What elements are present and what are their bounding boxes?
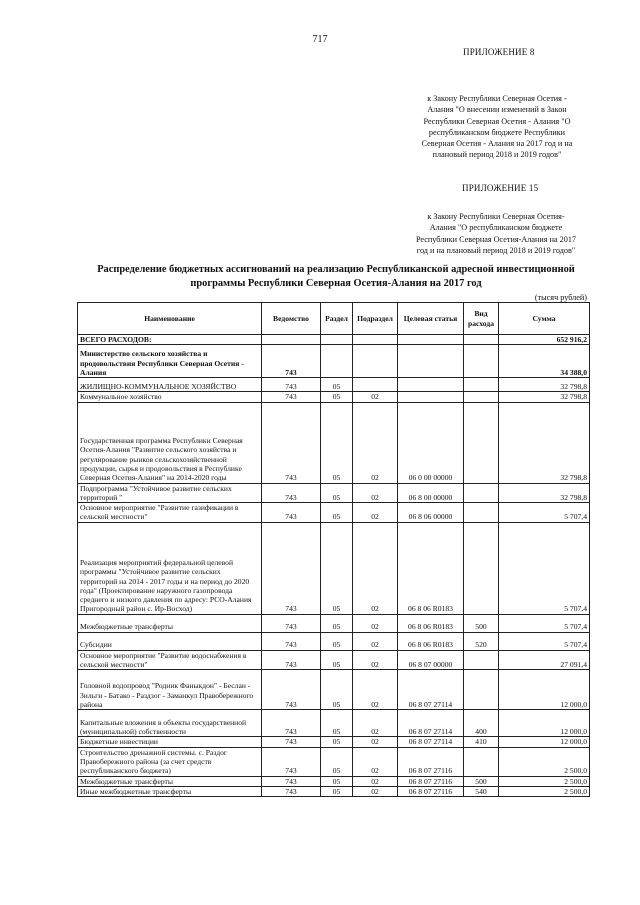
table-row xyxy=(78,402,590,483)
budget-table-body xyxy=(78,335,590,797)
cell-target: 06 8 06 R0183 xyxy=(398,522,464,614)
cell-target: 06 8 07 27116 xyxy=(398,786,464,796)
cell-section: 05 xyxy=(321,483,353,503)
table-row xyxy=(78,335,590,345)
column-header-dept: Ведомство xyxy=(262,303,321,335)
cell-amount: 12 000,0 xyxy=(499,710,590,737)
cell-target xyxy=(398,335,464,345)
cell-amount: 5 707,4 xyxy=(499,503,590,523)
table-row xyxy=(78,710,590,737)
page-number: 717 xyxy=(312,34,328,45)
cell-target: 06 8 07 27114 xyxy=(398,737,464,747)
cell-section: 05 xyxy=(321,737,353,747)
cell-section xyxy=(321,345,353,378)
cell-kind: 400 xyxy=(464,710,499,737)
cell-name: Подпрограмма "Устойчивое развитие сельских территорий " xyxy=(78,483,262,503)
cell-target: 06 8 00 00000 xyxy=(398,483,464,503)
cell-amount: 32 798,8 xyxy=(499,402,590,483)
cell-target: 06 8 07 27114 xyxy=(398,670,464,710)
appendix-8-line: Северная Осетия - Алания на 2017 год и на xyxy=(421,139,573,149)
table-row xyxy=(78,786,590,796)
cell-target xyxy=(398,392,464,402)
cell-name: Коммунальное хозяйство xyxy=(78,392,262,402)
appendix-8-title: ПРИЛОЖЕНИЕ 8 xyxy=(463,47,535,57)
column-header-target: Целевая статья xyxy=(398,303,464,335)
cell-subsection: 02 xyxy=(353,670,398,710)
cell-dept: 743 xyxy=(262,786,321,796)
table-row xyxy=(78,345,590,378)
cell-name: Иные межбюджетные трансферты xyxy=(78,786,262,796)
cell-kind xyxy=(464,392,499,402)
cell-amount: 32 798,8 xyxy=(499,392,590,402)
cell-section: 05 xyxy=(321,522,353,614)
cell-kind xyxy=(464,522,499,614)
table-row xyxy=(78,632,590,650)
cell-target: 06 0 00 00000 xyxy=(398,402,464,483)
cell-name: ЖИЛИЩНО-КОММУНАЛЬНОЕ ХОЗЯЙСТВО xyxy=(78,378,262,392)
cell-dept: 743 xyxy=(262,402,321,483)
cell-subsection: 02 xyxy=(353,776,398,786)
appendix-8-reference xyxy=(408,93,586,161)
cell-subsection: 02 xyxy=(353,402,398,483)
cell-name: Министерство сельского хозяйства и продовольствия Республики Северная Осетия - Алания xyxy=(78,345,262,378)
column-header-section: Раздел xyxy=(321,303,353,335)
budget-table xyxy=(77,302,590,797)
cell-subsection: 02 xyxy=(353,650,398,670)
appendix-15-line: год и на плановый период 2018 и 2019 годов" xyxy=(416,245,576,255)
cell-amount: 2 500,0 xyxy=(499,786,590,796)
table-row xyxy=(78,522,590,614)
column-header-name: Наименование xyxy=(78,303,262,335)
cell-amount: 27 091,4 xyxy=(499,650,590,670)
cell-amount: 32 798,8 xyxy=(499,378,590,392)
cell-subsection: 02 xyxy=(353,737,398,747)
cell-target: 06 8 07 00000 xyxy=(398,650,464,670)
cell-subsection: 02 xyxy=(353,747,398,776)
cell-dept: 743 xyxy=(262,392,321,402)
cell-kind: 410 xyxy=(464,737,499,747)
cell-kind xyxy=(464,402,499,483)
cell-kind xyxy=(464,747,499,776)
appendix-8-line: Республики Северная Осетия - Алания "О xyxy=(423,116,571,126)
cell-subsection: 02 xyxy=(353,632,398,650)
cell-section: 05 xyxy=(321,747,353,776)
cell-kind: 520 xyxy=(464,632,499,650)
table-row xyxy=(78,776,590,786)
cell-subsection: 02 xyxy=(353,614,398,632)
cell-subsection: 02 xyxy=(353,710,398,737)
cell-dept: 743 xyxy=(262,378,321,392)
appendix-8-line: плановый период 2018 и 2019 годов" xyxy=(432,150,562,160)
cell-subsection: 02 xyxy=(353,483,398,503)
cell-amount: 5 707,4 xyxy=(499,614,590,632)
cell-amount: 32 798,8 xyxy=(499,483,590,503)
cell-kind xyxy=(464,670,499,710)
cell-amount: 12 000,0 xyxy=(499,737,590,747)
cell-target: 06 8 07 27116 xyxy=(398,747,464,776)
cell-subsection: 02 xyxy=(353,503,398,523)
cell-kind: 500 xyxy=(464,614,499,632)
cell-section: 05 xyxy=(321,786,353,796)
cell-target: 06 8 07 27116 xyxy=(398,776,464,786)
cell-name: Основное мероприятие "Развитие водоснабжения в сельской местности" xyxy=(78,650,262,670)
cell-kind xyxy=(464,503,499,523)
table-header-row xyxy=(78,303,590,335)
cell-name: Субсидии xyxy=(78,632,262,650)
cell-name: Государственная программа Республики Северная Осетия-Алания "Развитие сельского хозяйства и регулирование рынков сельскохозяйственной продукции, сырья и продовольствия в Республике Северная Осетия-Алания" на 2014-2020 годы xyxy=(78,402,262,483)
cell-kind xyxy=(464,650,499,670)
document-title-line: программы Республики Северная Осетия-Алания на 2017 год xyxy=(190,277,482,289)
cell-subsection xyxy=(353,378,398,392)
cell-section xyxy=(321,335,353,345)
table-row xyxy=(78,503,590,523)
cell-amount: 5 707,4 xyxy=(499,632,590,650)
cell-dept: 743 xyxy=(262,503,321,523)
cell-name: Межбюджетные трансферты xyxy=(78,776,262,786)
cell-dept: 743 xyxy=(262,737,321,747)
cell-name: Основное мероприятие "Развитие газификации в сельской местности" xyxy=(78,503,262,523)
appendix-8-line: республиканском бюджете Республики xyxy=(428,127,566,137)
cell-target: 06 8 06 R0183 xyxy=(398,614,464,632)
cell-dept: 743 xyxy=(262,776,321,786)
units-note: (тысяч рублей) xyxy=(534,293,587,302)
cell-kind xyxy=(464,345,499,378)
cell-section: 05 xyxy=(321,670,353,710)
cell-amount: 2 500,0 xyxy=(499,776,590,786)
column-header-kind: Вид расхода xyxy=(464,303,499,335)
cell-kind: 500 xyxy=(464,776,499,786)
cell-target xyxy=(398,378,464,392)
appendix-15-line: к Закону Республики Северная Осетия- xyxy=(427,212,565,221)
appendix-8-line: к Закону Республики Северная Осетия - xyxy=(427,94,567,103)
cell-section: 05 xyxy=(321,710,353,737)
cell-target: 06 8 06 R0183 xyxy=(398,632,464,650)
cell-name: Строительство дренажной системы. с. Раздог Правобережного района (за счет средств республиканского бюджета) xyxy=(78,747,262,776)
cell-name: Капитальные вложения в объекты государственной (муниципальной) собственности xyxy=(78,710,262,737)
cell-amount: 34 388,0 xyxy=(499,345,590,378)
cell-dept: 743 xyxy=(262,747,321,776)
cell-amount: 2 500,0 xyxy=(499,747,590,776)
cell-amount: 12 000,0 xyxy=(499,670,590,710)
cell-kind: 540 xyxy=(464,786,499,796)
cell-target xyxy=(398,345,464,378)
cell-kind xyxy=(464,378,499,392)
cell-subsection: 02 xyxy=(353,522,398,614)
document-title xyxy=(74,263,598,290)
table-row xyxy=(78,670,590,710)
table-row xyxy=(78,650,590,670)
cell-section: 05 xyxy=(321,378,353,392)
cell-section: 05 xyxy=(321,402,353,483)
appendix-15-title: ПРИЛОЖЕНИЕ 15 xyxy=(462,183,539,193)
cell-target: 06 8 07 27114 xyxy=(398,710,464,737)
cell-dept: 743 xyxy=(262,670,321,710)
cell-subsection xyxy=(353,335,398,345)
cell-name: Бюджетные инвестиции xyxy=(78,737,262,747)
cell-subsection: 02 xyxy=(353,392,398,402)
cell-name: Межбюджетные трансферты xyxy=(78,614,262,632)
column-header-subsection: Подраздел xyxy=(353,303,398,335)
cell-dept xyxy=(262,335,321,345)
cell-amount: 652 916,2 xyxy=(499,335,590,345)
document-title-line: Распределение бюджетных ассигнований на реализацию Республиканской адресной инвестиционной xyxy=(97,264,575,275)
cell-subsection: 02 xyxy=(353,786,398,796)
appendix-15-line: Республики Северная Осетия-Алания на 2017 xyxy=(415,234,577,244)
cell-section: 05 xyxy=(321,776,353,786)
cell-amount: 5 707,4 xyxy=(499,522,590,614)
table-row xyxy=(78,392,590,402)
cell-dept: 743 xyxy=(262,614,321,632)
cell-section: 05 xyxy=(321,614,353,632)
appendix-8-line: Алания "О внесении изменений в Закон xyxy=(427,105,567,115)
appendix-15-reference xyxy=(405,211,587,256)
appendix-15-line: Алания "О республиканском бюджете xyxy=(429,223,563,233)
cell-subsection xyxy=(353,345,398,378)
cell-kind xyxy=(464,483,499,503)
cell-section: 05 xyxy=(321,392,353,402)
cell-section: 05 xyxy=(321,503,353,523)
cell-dept: 743 xyxy=(262,483,321,503)
cell-name: Реализация мероприятий федеральной целевой программы "Устойчивое развитие сельских территорий на 2014 - 2017 годы и на период до 2020 года" (Проектирование наружного газопровода среднего и низкого давления по адресу: РСО-Алания Пригородный район с. Ир-Восход) xyxy=(78,522,262,614)
cell-name: Головной водопровод "Родник Фаныкдон" - Беслан - Зильги - Батако - Раздзог - Заманкул Правобережного района xyxy=(78,670,262,710)
cell-name: ВСЕГО РАСХОДОВ: xyxy=(78,335,262,345)
cell-dept: 743 xyxy=(262,522,321,614)
cell-dept: 743 xyxy=(262,632,321,650)
table-row xyxy=(78,378,590,392)
cell-section: 05 xyxy=(321,650,353,670)
table-row xyxy=(78,737,590,747)
cell-target: 06 8 06 00000 xyxy=(398,503,464,523)
cell-kind xyxy=(464,335,499,345)
cell-section: 05 xyxy=(321,632,353,650)
cell-dept: 743 xyxy=(262,710,321,737)
table-row xyxy=(78,614,590,632)
cell-dept: 743 xyxy=(262,345,321,378)
column-header-amount: Сумма xyxy=(499,303,590,335)
table-row xyxy=(78,747,590,776)
table-row xyxy=(78,483,590,503)
cell-dept: 743 xyxy=(262,650,321,670)
